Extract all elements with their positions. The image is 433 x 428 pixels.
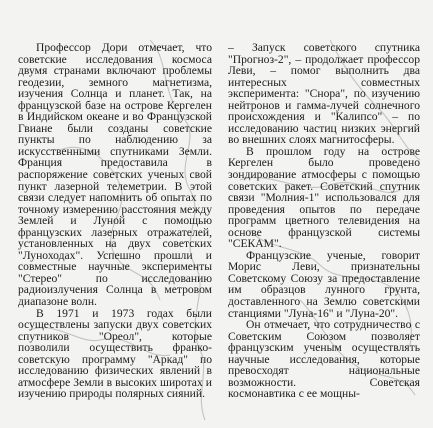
right-text-column [228,42,420,400]
right-paragraph-2: В прошлом году на острове Кергелен было проведено зондирование атмосферы с помощью советских ракет. Советский спутник связи "Молния-1" использовался для проведения опытов по передаче программ цветного телевидения на основе французской системы "СЕКАМ". [228,144,420,251]
left-paragraph-2: В 1971 и 1973 годах были осуществлены запуски двух советских спутников "Орeол", которые позволили осуществить франко-советскую программу "Аркад" по исследованию физических явлений в атмосфере Земли в высоких широтах и изучению природы полярных сияний. [18,306,212,401]
right-paragraph-4: Он отмечает, что сотрудничество с Советским Союзом позволяет французским ученым осуществлять научные исследования, которые превосходят национальные возможности. Советская космонавтика с ее мощны- [228,318,420,401]
right-paragraph-3: Французские ученые, говорит Морис Леви, признательны Советскому Союзу за предоставление им образцов лунного грунта, доставленного на Землю советскими станциями "Луна-16" и "Луна-20". [228,248,420,320]
left-text-column [18,42,212,400]
left-paragraph-1: Профессор Дори отмечает, что советские исследования космоса двумя странами включают проблемы геодезии, земного магнетизма, изучения Солнца и планет. Так, на французской базе на острове Кергелен в Индийском океане и во Французской Гвиане были созданы советские пункты по наблюдению за искусственными спутниками Земли. Франция предоставила в распоряжение советских ученых свой пункт лазерной телеметрии. В этой связи следует напомнить об опытах по точному измерению расстояния между Землей и Луной с помощью французских лазерных отражателей, установленных на двух советских "Луноходах". Успешно прошли и совместные научные эксперименты "Стерео" по исследованию радиоизлучения Солнца в метровом диапазоне волн. [18,41,212,309]
right-paragraph-1: – Запуск советского спутника "Прогноз-2", – продолжает профессор Леви, – помог выполнить два интересных совместных эксперимента: "Снора", по изучению нейтронов и гамма-лучей солнечного происхождения и "Калипсо" – по исследованию частиц низких энергий во внешних слоях магнитосферы. [228,41,420,147]
